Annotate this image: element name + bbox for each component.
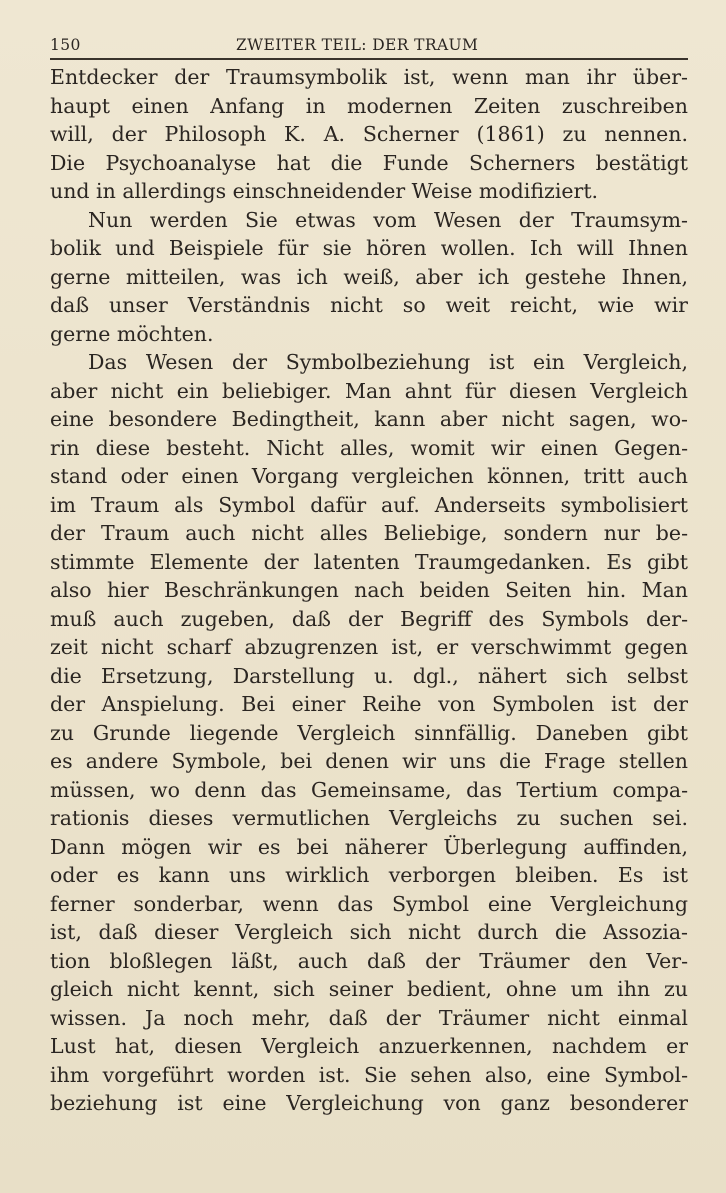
running-head: ZWEITER TEIL: DER TRAUM <box>236 36 479 54</box>
text-line: ihm vorgeführt worden ist. Sie sehen also, eine Symbol- <box>50 1062 688 1087</box>
text-line: rationis dieses vermutlichen Vergleichs zu suchen sei. <box>50 806 688 830</box>
text-line: gerne mitteilen, was ich weiß, aber ich gestehe Ihnen, <box>50 264 688 289</box>
text-line: der Anspielung. Bei einer Reihe von Symbolen ist der <box>50 692 688 716</box>
text-line: Die Psychoanalyse hat die Funde Scherners bestätigt <box>50 150 688 175</box>
text-line: beziehung ist eine Vergleichung von ganz besonderer <box>50 1091 688 1115</box>
text-line: ist, daß dieser Vergleich sich nicht durch die Assozia- <box>50 920 688 944</box>
text-line: Lust hat, diesen Vergleich anzuerkennen, nachdem er <box>50 1034 688 1058</box>
text-line: stimmte Elemente der latenten Traumgedanken. Es gibt <box>50 549 688 574</box>
text-line: muß auch zugeben, daß der Begriff des Symbols der- <box>50 606 688 631</box>
page-number: 150 <box>50 36 81 54</box>
body-text <box>50 63 688 1118</box>
text-line: bolik und Beispiele für sie hören wollen. Ich will Ihnen <box>50 236 688 260</box>
text-line: tion bloßlegen läßt, auch daß der Träumer den Ver- <box>50 948 688 973</box>
text-line: ferner sonderbar, wenn das Symbol eine Vergleichung <box>50 891 688 916</box>
text-line: haupt einen Anfang in modernen Zeiten zuschreiben <box>50 93 688 118</box>
text-line: Dann mögen wir es bei näherer Überlegung auffinden, <box>50 834 688 859</box>
text-line: rin diese besteht. Nicht alles, womit wir einen Gegen- <box>50 435 688 460</box>
text-line: gerne möchten. <box>50 321 214 346</box>
text-line: oder es kann uns wirklich verborgen bleiben. Es ist <box>50 863 688 887</box>
text-line: Entdecker der Traumsymbolik ist, wenn man ihr über- <box>50 65 688 89</box>
text-line: daß unser Verständnis nicht so weit reicht, wie wir <box>50 293 688 317</box>
text-line: also hier Beschränkungen nach beiden Seiten hin. Man <box>50 578 688 602</box>
text-line: die Ersetzung, Darstellung u. dgl., nähert sich selbst <box>50 663 688 688</box>
text-line: es andere Symbole, bei denen wir uns die Frage stellen <box>50 749 688 773</box>
text-line: zu Grunde liegende Vergleich sinnfällig. Daneben gibt <box>50 720 688 745</box>
text-line: und in allerdings einschneidender Weise modifiziert. <box>50 179 599 203</box>
text-line: zeit nicht scharf abzugrenzen ist, er verschwimmt gegen <box>50 635 688 659</box>
text-line: Das Wesen der Symbolbeziehung ist ein Vergleich, <box>88 350 688 374</box>
text-line: der Traum auch nicht alles Beliebige, sondern nur be- <box>50 521 688 545</box>
text-line: stand oder einen Vorgang vergleichen können, tritt auch <box>50 464 688 488</box>
text-line: im Traum als Symbol dafür auf. Anderseits symbolisiert <box>50 492 688 517</box>
page-header <box>50 30 688 60</box>
text-line: eine besondere Bedingtheit, kann aber nicht sagen, wo- <box>50 407 688 431</box>
text-line: wissen. Ja noch mehr, daß der Träumer nicht einmal <box>50 1005 688 1030</box>
text-line: müssen, wo denn das Gemeinsame, das Tertium compa- <box>50 777 688 802</box>
text-line: will, der Philosoph K. A. Scherner (1861) zu nennen. <box>50 122 688 146</box>
text-line: gleich nicht kennt, sich seiner bedient, ohne um ihn zu <box>50 977 688 1001</box>
text-line: Nun werden Sie etwas vom Wesen der Traumsym- <box>88 207 688 232</box>
text-line: aber nicht ein beliebiger. Man ahnt für diesen Vergleich <box>50 378 688 403</box>
